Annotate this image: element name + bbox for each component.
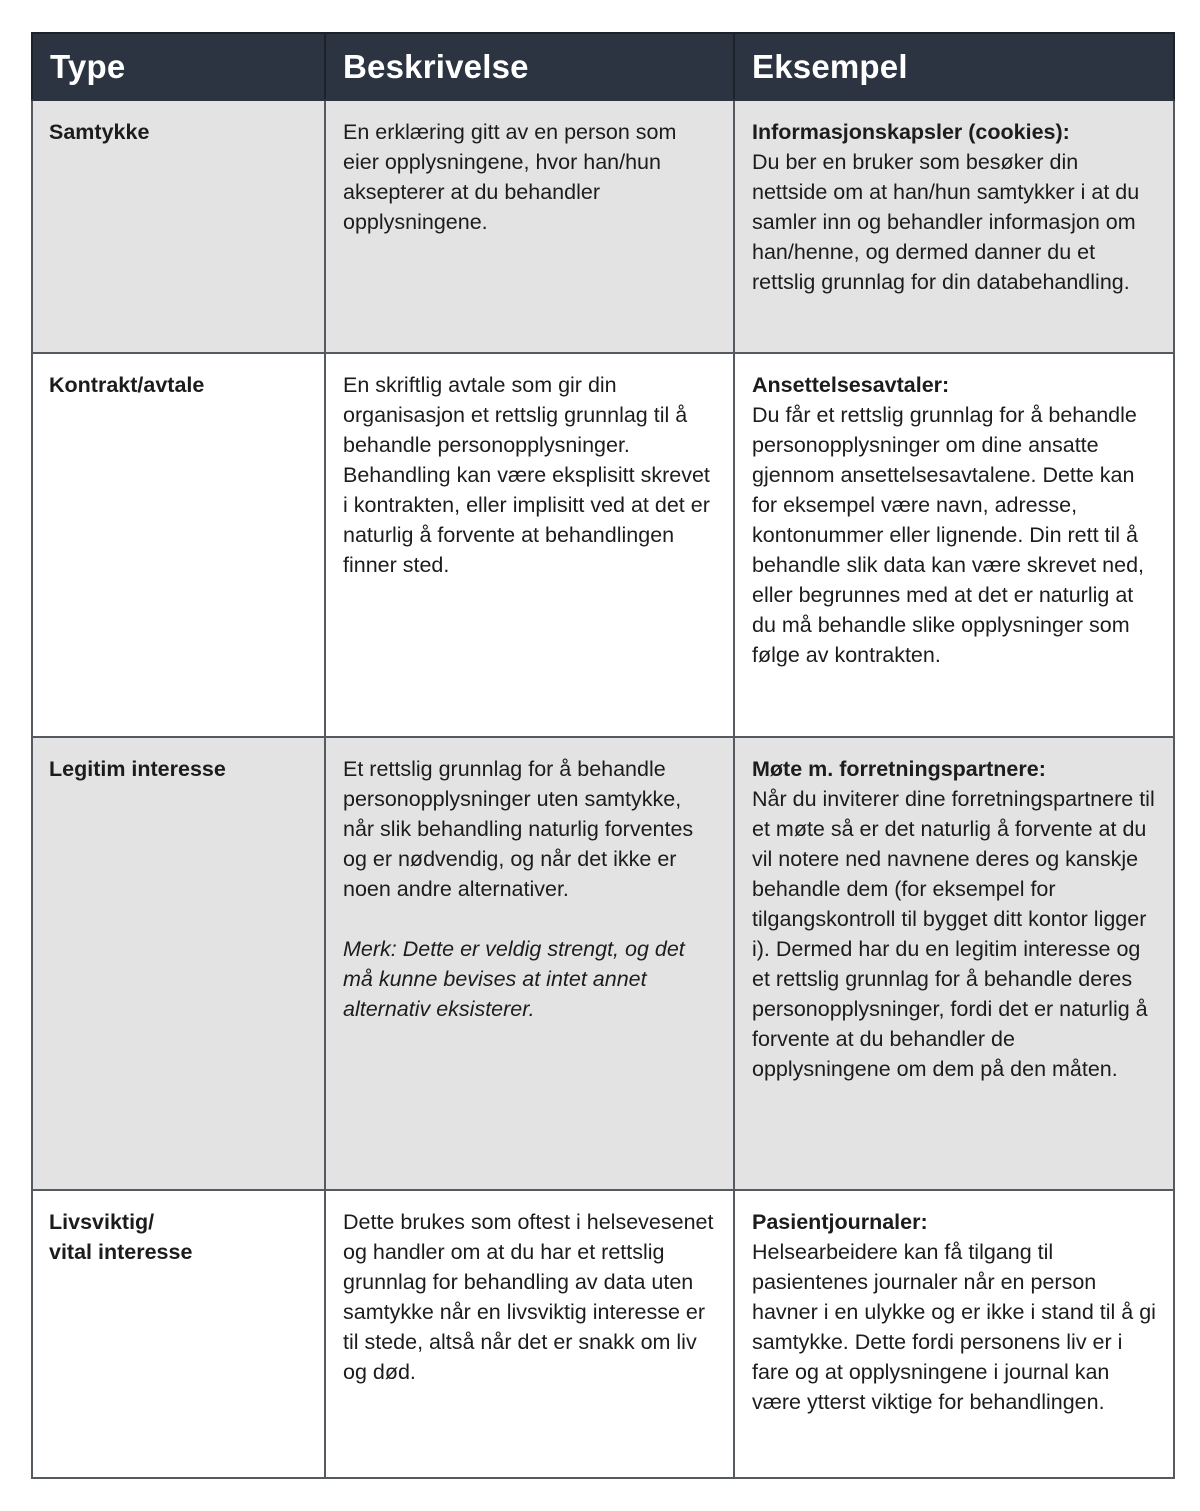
table-row — [32, 100, 1174, 353]
example-title: Informasjonskapsler (cookies): — [752, 120, 1070, 144]
example-title: Møte m. forretningspartnere: — [752, 757, 1046, 781]
table-body — [32, 100, 1174, 1478]
type-label: Legitim interesse — [49, 757, 226, 781]
description-text: Et rettslig grunnlag for å behandle personopplysninger uten samtykke, når slik behandling naturlig forventes og er nødvendig, og når det ikke er noen andre alternativer. — [343, 757, 694, 901]
example-title: Pasientjournaler: — [752, 1210, 928, 1234]
header-row — [32, 33, 1174, 100]
type-cell — [32, 1190, 325, 1478]
example-cell — [734, 353, 1174, 737]
table-row — [32, 737, 1174, 1190]
description-text-continued: Behandling kan være eksplisitt skrevet i kontrakten, eller implisitt ved at det er naturlig å forvente at behandlingen finner sted. — [343, 463, 710, 577]
example-text: Du får et rettslig grunnlag for å behandle personopplysninger om dine ansatte gjennom ansettelsesavtalene. Dette kan for eksempel være navn, adresse, kontonummer eller lignende. Din rett til å behandle slik data kan være skrevet ned, eller begrunnes med at det er naturlig at du må behandle slike opplysninger som følge av kontrakten. — [752, 403, 1145, 667]
type-cell — [32, 353, 325, 737]
example-text: Du ber en bruker som besøker din nettside om at han/hun samtykker i at du samler inn og behandler informasjon om han/henne, og dermed danner du et rettslig grunnlag for din databehandling. — [752, 150, 1140, 294]
example-title: Ansettelsesavtaler: — [752, 373, 950, 397]
example-cell — [734, 1190, 1174, 1478]
description-text: En skriftlig avtale som gir din organisasjon et rettslig grunnlag til å behandle personopplysninger. — [343, 373, 688, 457]
example-text: Helsearbeidere kan få tilgang til pasientenes journaler når en person havner i en ulykke og er ikke i stand til å gi samtykke. Dette fordi personens liv er i fare og at opplysningene i journal kan være ytterst viktige for behandlingen. — [752, 1240, 1156, 1414]
example-cell — [734, 737, 1174, 1190]
table-row — [32, 1190, 1174, 1478]
description-cell — [325, 353, 734, 737]
column-header-type: Type — [32, 33, 325, 100]
legal-bases-table — [31, 32, 1175, 1479]
example-text: Når du inviterer dine forretningspartnere til et møte så er det naturlig å forvente at du vil notere ned navnene deres og kanskje behandle dem (for eksempel for tilgangskontroll til bygget ditt kontor ligger i). Dermed har du en legitim interesse og et rettslig grunnlag for å behandle deres personopplysninger, fordi det er naturlig å forvente at du behandler de opplysningene om dem på den måten. — [752, 787, 1155, 1081]
description-cell — [325, 1190, 734, 1478]
example-cell — [734, 100, 1174, 353]
type-label: Kontrakt/avtale — [49, 373, 205, 397]
description-cell — [325, 737, 734, 1190]
column-header-example: Eksempel — [734, 33, 1174, 100]
type-cell — [32, 100, 325, 353]
description-note: Merk: Dette er veldig strengt, og det må kunne bevises at intet annet alternativ eksisterer. — [343, 937, 685, 1021]
table-row — [32, 353, 1174, 737]
type-label-line-2: vital interesse — [49, 1240, 193, 1264]
description-text: Dette brukes som oftest i helsevesenet og handler om at du har et rettslig grunnlag for behandling av data uten samtykke når en livsviktig interesse er til stede, altså når det er snakk om liv og død. — [343, 1210, 714, 1384]
table-header — [32, 33, 1174, 100]
type-label: Samtykke — [49, 120, 150, 144]
description-text: En erklæring gitt av en person som eier opplysningene, hvor han/hun aksepterer at du behandler opplysningene. — [343, 120, 677, 234]
description-cell — [325, 100, 734, 353]
column-header-description: Beskrivelse — [325, 33, 734, 100]
type-cell — [32, 737, 325, 1190]
type-label: Livsviktig/ — [49, 1210, 155, 1234]
